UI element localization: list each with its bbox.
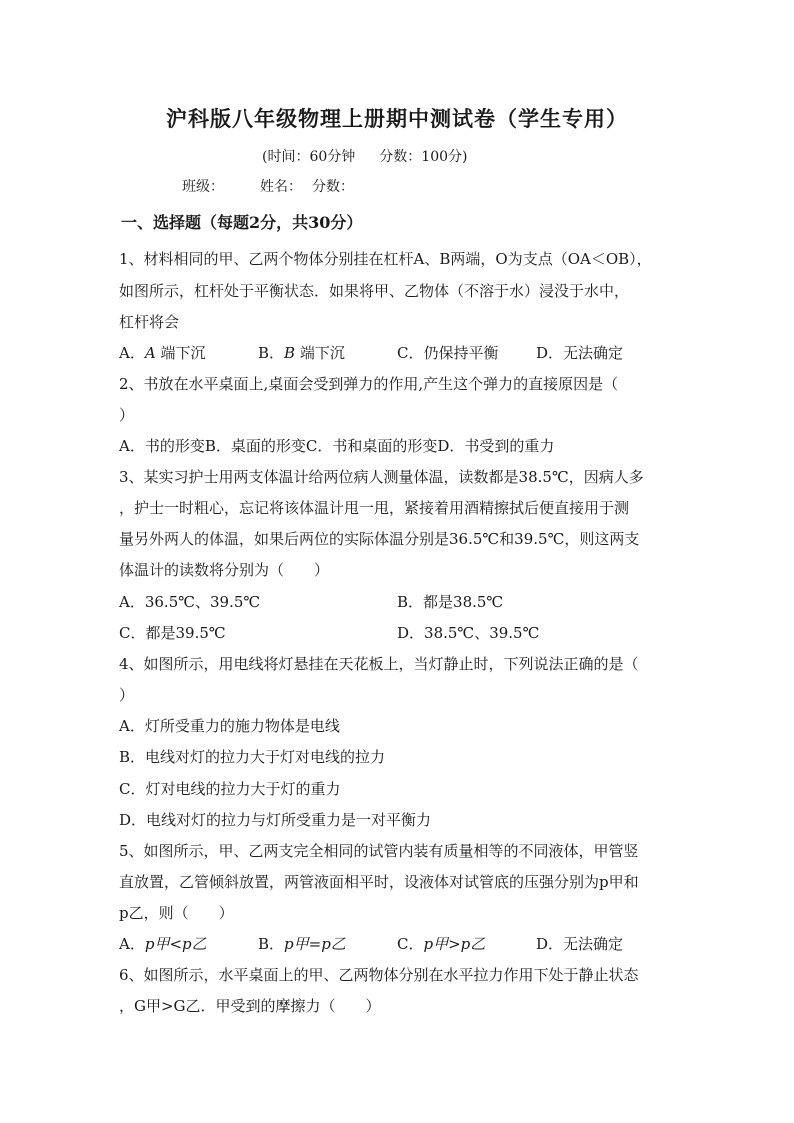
q4-line-2: ） — [119, 686, 135, 704]
score-label: 分数： — [312, 179, 354, 195]
q5-line-2: 直放置，乙管倾斜放置，两管液面相平时，设液体对试管底的压强分别为p甲和 — [119, 873, 639, 891]
section-title: 一、选择题（每题2分，共30分） — [121, 213, 363, 232]
q1-option-d: D．无法确定 — [536, 344, 624, 362]
q5-option-a: A．p甲<p乙 — [119, 935, 207, 953]
q3-option-a: A．36.5℃、39.5℃ — [119, 593, 261, 611]
q1-line-2: 如图所示，杠杆处于平衡状态．如果将甲、乙物体（不溶于水）浸没于水中， — [119, 282, 630, 300]
q1-line-3: 杠杆将会 — [119, 313, 180, 331]
q3-option-c: C．都是39.5℃ — [119, 624, 226, 642]
name-label: 姓名： — [260, 179, 302, 195]
class-label: 班级： — [182, 179, 224, 195]
q6-line-1: 6、如图所示，水平桌面上的甲、乙两物体分别在水平拉力作用下处于静止状态 — [119, 966, 639, 984]
score-info: 分数：100分) — [379, 149, 468, 165]
page-title: 沪科版八年级物理上册期中测试卷（学生专用） — [166, 106, 628, 131]
q6-line-2: ，G甲>G乙．甲受到的摩擦力（ ） — [119, 997, 381, 1015]
q4-option-a: A．灯所受重力的施力物体是电线 — [119, 717, 340, 735]
student-info — [182, 176, 390, 196]
q1-line-1: 1、材料相同的甲、乙两个物体分别挂在杠杆A、B两端，O为支点（OA＜OB）， — [119, 250, 652, 268]
q4-option-b: B．电线对灯的拉力大于灯对电线的拉力 — [119, 748, 386, 766]
q4-option-c: C．灯对电线的拉力大于灯的重力 — [119, 780, 341, 798]
q2-line-2: ） — [119, 406, 135, 424]
exam-subtitle — [262, 146, 467, 166]
q5-line-1: 5、如图所示，甲、乙两支完全相同的试管内装有质量相等的不同液体，甲管竖 — [119, 842, 639, 860]
q3-line-2: ，护士一时粗心，忘记将该体温计甩一甩，紧接着用酒精擦拭后便直接用于测 — [119, 499, 630, 517]
q5-option-b: B．p甲=p乙 — [258, 935, 346, 953]
q1-option-b: B．B 端下沉 — [258, 344, 345, 362]
q5-line-3: p乙，则（ ） — [119, 904, 234, 922]
q4-line-1: 4、如图所示，用电线将灯悬挂在天花板上，当灯静止时，下列说法正确的是（ — [119, 655, 639, 673]
q3-option-d: D．38.5℃、39.5℃ — [397, 624, 540, 642]
q3-line-4: 体温计的读数将分别为（ ） — [119, 561, 330, 579]
q3-line-1: 3、某实习护士用两支体温计给两位病人测量体温，读数都是38.5℃，因病人多 — [119, 468, 644, 486]
q1-option-c: C．仍保持平衡 — [397, 344, 499, 362]
q5-option-d: D．无法确定 — [536, 935, 624, 953]
q2-options: A．书的形变B．桌面的形变C．书和桌面的形变D．书受到的重力 — [119, 437, 555, 455]
time-info: (时间：60分钟 — [262, 149, 356, 165]
q2-line-1: 2、书放在水平桌面上,桌面会受到弹力的作用,产生这个弹力的直接原因是（ — [119, 375, 619, 393]
q3-option-b: B．都是38.5℃ — [397, 593, 504, 611]
q3-line-3: 量另外两人的体温，如果后两位的实际体温分别是36.5℃和39.5℃，则这两支 — [119, 530, 640, 548]
q4-option-d: D．电线对灯的拉力与灯所受重力是一对平衡力 — [119, 811, 432, 829]
q1-option-a: A．A 端下沉 — [119, 344, 206, 362]
q5-option-c: C．p甲>p乙 — [397, 935, 486, 953]
